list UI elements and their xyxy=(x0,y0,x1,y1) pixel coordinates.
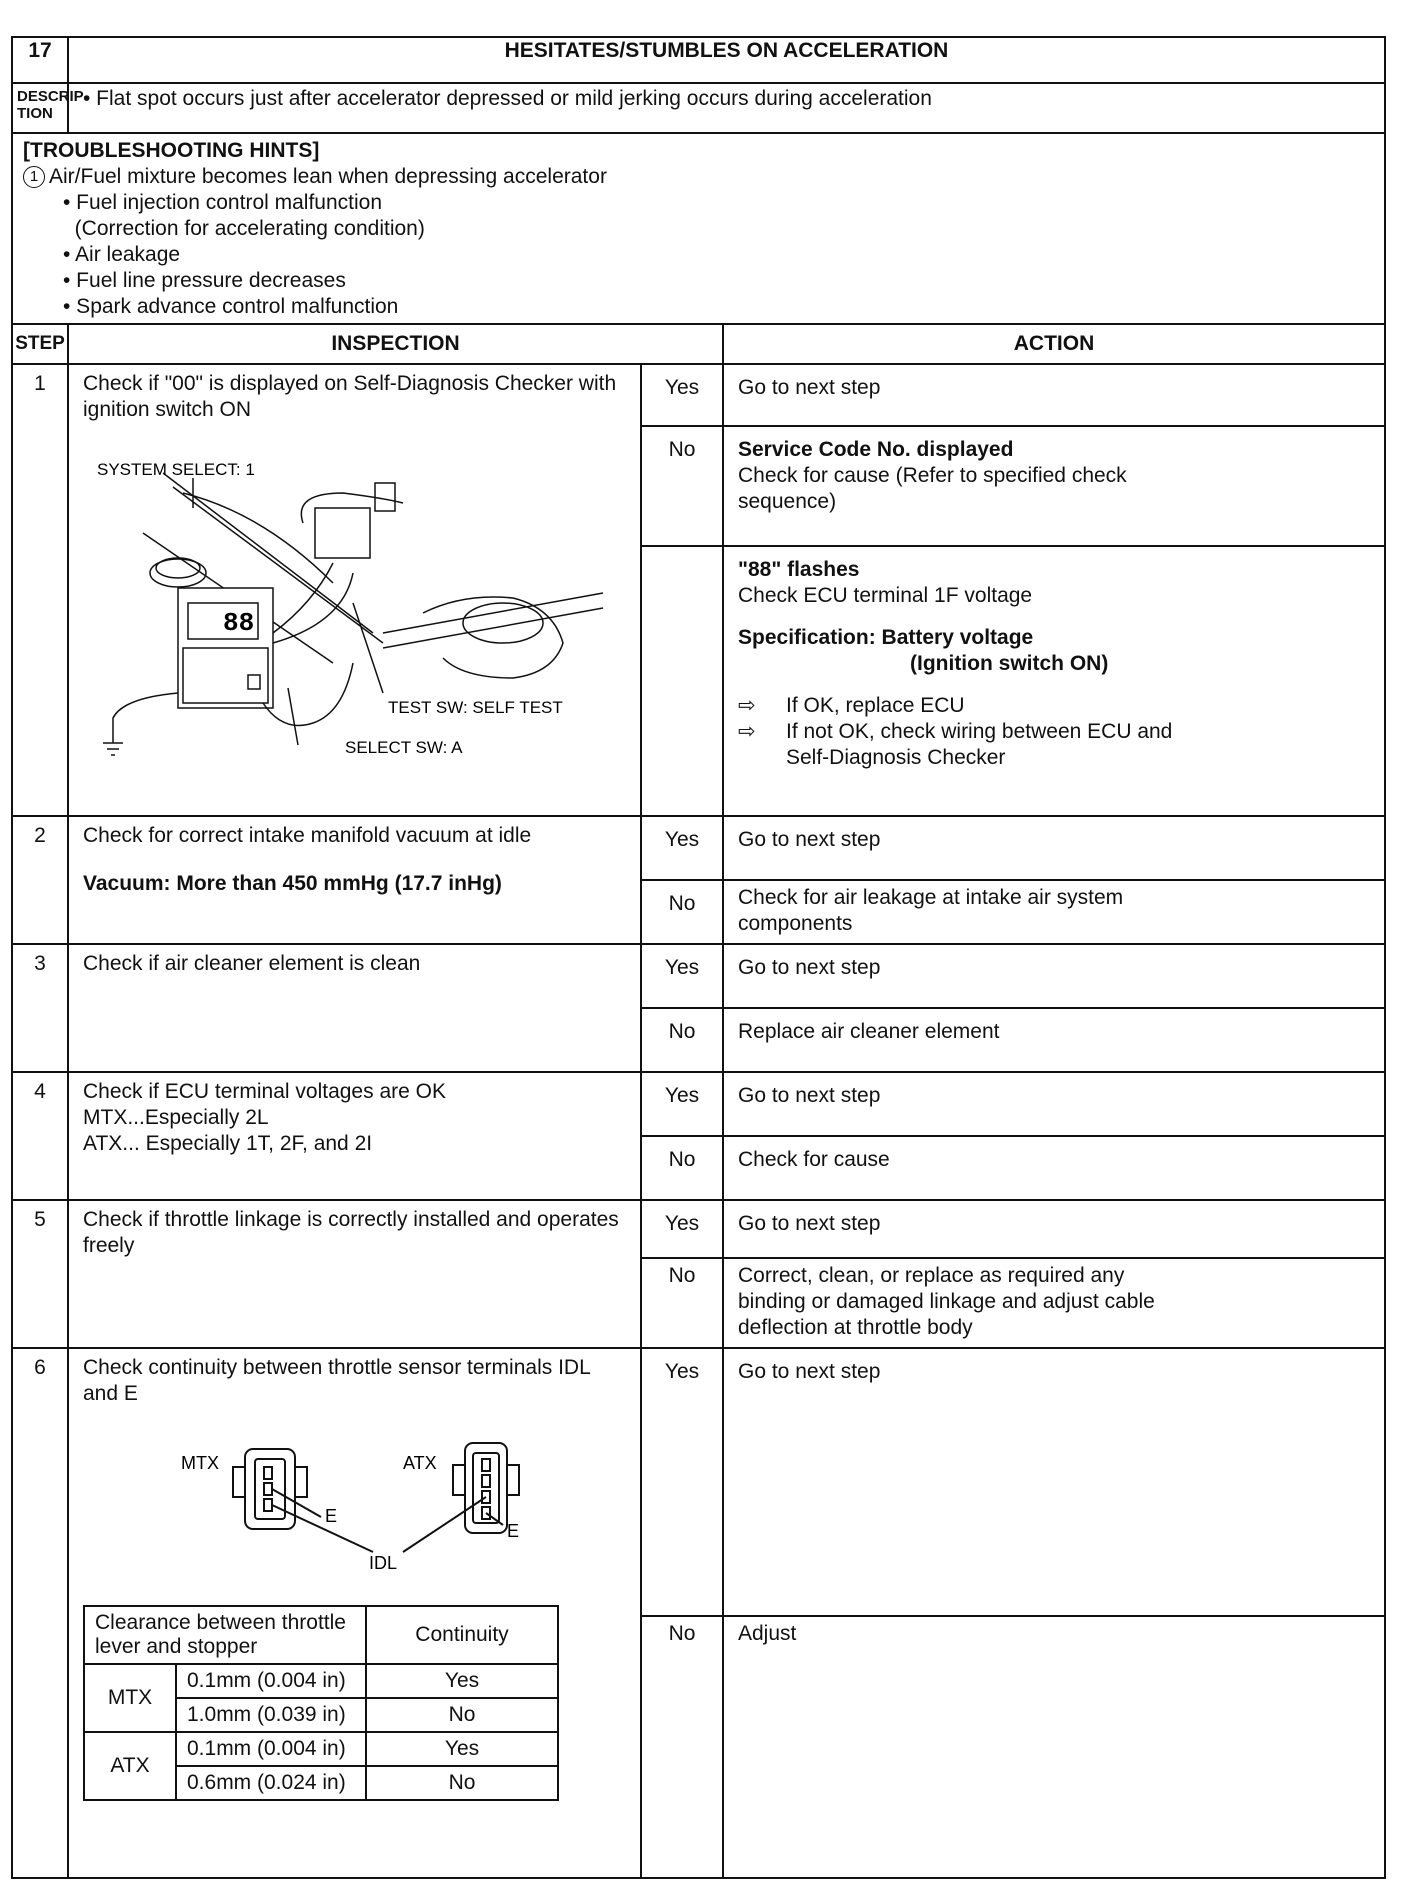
select-sw-label: SELECT SW: A xyxy=(345,738,463,757)
yes-label: Yes xyxy=(641,1072,723,1136)
notok-text: If not OK, check wiring between ECU and Self-Diagnosis Checker xyxy=(786,720,1173,769)
page-number: 17 xyxy=(12,37,68,83)
clearance-value: 0.6mm (0.024 in) xyxy=(176,1766,366,1800)
spec-line2: (Ignition switch ON) xyxy=(910,652,1109,675)
system-select-label: SYSTEM SELECT: 1 xyxy=(97,460,255,479)
yes-action: Go to next step xyxy=(723,816,1385,880)
flash-action xyxy=(723,546,1385,816)
yes-label: Yes xyxy=(641,816,723,880)
circled-number: 1 xyxy=(23,166,45,188)
flash-text: Check ECU terminal 1F voltage xyxy=(738,584,1033,607)
hints-title: [TROUBLESHOOTING HINTS] xyxy=(23,139,320,162)
hint-item: • Fuel injection control malfunction xyxy=(63,191,383,214)
atx-label: ATX xyxy=(403,1453,437,1473)
no-label: No xyxy=(641,1258,723,1348)
hint-item: • Fuel line pressure decreases xyxy=(63,269,346,292)
inspection-text: Check for correct intake manifold vacuum at idle xyxy=(83,824,532,847)
troubleshooting-table xyxy=(11,36,1386,1879)
step-number: 3 xyxy=(12,944,68,1072)
clearance-header: Clearance between throttle lever and stopper xyxy=(84,1606,366,1664)
no-action: Adjust xyxy=(723,1616,1385,1878)
throttle-sensor-diagram xyxy=(83,1407,628,1597)
inspection-text: Check if "00" is displayed on Self-Diagnosis Checker with ignition switch ON xyxy=(83,372,617,421)
e-label-mtx: E xyxy=(325,1506,338,1526)
no-action-title: Service Code No. displayed xyxy=(738,438,1014,461)
flash-title: "88" flashes xyxy=(738,558,860,581)
no-label: No xyxy=(641,426,723,546)
ok-text: If OK, replace ECU xyxy=(786,694,965,717)
test-sw-label: TEST SW: SELF TEST xyxy=(388,698,563,717)
description-label-line2: TION xyxy=(17,105,53,122)
no-action xyxy=(723,880,1385,944)
spec-line1: Specification: Battery voltage xyxy=(738,626,1034,649)
inspection-text: Check if ECU terminal voltages are OK xyxy=(83,1080,446,1103)
no-label: No xyxy=(641,1136,723,1200)
step-inspection xyxy=(68,364,641,816)
clearance-value: 0.1mm (0.004 in) xyxy=(176,1664,366,1698)
no-action: Check for cause xyxy=(723,1136,1385,1200)
atx-terminals: ATX... Especially 1T, 2F, and 2I xyxy=(83,1132,373,1155)
yn-empty xyxy=(641,546,723,816)
clearance-value: 0.1mm (0.004 in) xyxy=(176,1732,366,1766)
clearance-value: 1.0mm (0.039 in) xyxy=(176,1698,366,1732)
step-inspection: Check if throttle linkage is correctly installed and operates freely xyxy=(68,1200,641,1348)
step-number: 4 xyxy=(12,1072,68,1200)
idl-label: IDL xyxy=(369,1553,398,1573)
hints-main-text: Air/Fuel mixture becomes lean when depressing accelerator xyxy=(49,165,607,188)
step-inspection: Check if air cleaner element is clean xyxy=(68,944,641,1072)
continuity-value: Yes xyxy=(366,1664,558,1698)
page-title: HESITATES/STUMBLES ON ACCELERATION xyxy=(68,37,1385,83)
hint-item: (Correction for accelerating condition) xyxy=(63,217,425,240)
continuity-value: Yes xyxy=(366,1732,558,1766)
yes-action: Go to next step xyxy=(723,364,1385,426)
vacuum-spec: Vacuum: More than 450 mmHg (17.7 inHg) xyxy=(83,872,502,895)
column-inspection: INSPECTION xyxy=(68,324,723,364)
continuity-value: No xyxy=(366,1698,558,1732)
arrow-icon: ⇨ xyxy=(738,720,756,743)
yes-label: Yes xyxy=(641,364,723,426)
column-action: ACTION xyxy=(723,324,1385,364)
no-label: No xyxy=(641,880,723,944)
description-text: • Flat spot occurs just after accelerator depressed or mild jerking occurs during acceleration xyxy=(68,83,1385,133)
arrow-icon: ⇨ xyxy=(738,694,756,717)
hint-item: • Air leakage xyxy=(63,243,181,266)
checker-display: 88 xyxy=(223,608,255,638)
inspection-text: Check continuity between throttle sensor terminals IDL and E xyxy=(83,1356,590,1405)
no-label: No xyxy=(641,1008,723,1072)
step-inspection xyxy=(68,1072,641,1200)
no-label: No xyxy=(641,1616,723,1878)
yes-action: Go to next step xyxy=(723,1200,1385,1258)
column-step: STEP xyxy=(12,324,68,364)
troubleshooting-hints xyxy=(12,133,1385,324)
e-label-atx: E xyxy=(507,1521,520,1541)
step-number: 2 xyxy=(12,816,68,944)
no-action xyxy=(723,1258,1385,1348)
hints-main xyxy=(23,164,1374,190)
continuity-header: Continuity xyxy=(366,1606,558,1664)
clearance-table xyxy=(83,1605,559,1801)
step-inspection xyxy=(68,816,641,944)
no-action: Replace air cleaner element xyxy=(723,1008,1385,1072)
mtx-terminals: MTX...Especially 2L xyxy=(83,1106,269,1129)
mtx-label: MTX xyxy=(181,1453,219,1473)
yes-label: Yes xyxy=(641,1200,723,1258)
ok-line xyxy=(738,693,1370,719)
description-label-line1: DESCRIP- xyxy=(17,88,89,105)
step-number: 6 xyxy=(12,1348,68,1878)
checker-diagram xyxy=(83,423,628,763)
yes-action: Go to next step xyxy=(723,1072,1385,1136)
hint-item: • Spark advance control malfunction xyxy=(63,295,399,318)
no-action-text: Check for air leakage at intake air system components xyxy=(738,886,1124,935)
step-inspection xyxy=(68,1348,641,1878)
continuity-value: No xyxy=(366,1766,558,1800)
yes-label: Yes xyxy=(641,1348,723,1616)
step-number: 5 xyxy=(12,1200,68,1348)
group-name: MTX xyxy=(84,1664,176,1732)
troubleshooting-page xyxy=(11,36,1384,1893)
yes-label: Yes xyxy=(641,944,723,1008)
yes-action: Go to next step xyxy=(723,944,1385,1008)
no-action-text: Check for cause (Refer to specified check sequence) xyxy=(738,464,1127,513)
notok-line xyxy=(738,719,1370,771)
no-action-text: Correct, clean, or replace as required any binding or damaged linkage and adjust cable deflection at throttle body xyxy=(738,1264,1155,1339)
group-name: ATX xyxy=(84,1732,176,1800)
yes-action: Go to next step xyxy=(723,1348,1385,1616)
step-number: 1 xyxy=(12,364,68,816)
no-action xyxy=(723,426,1385,546)
description-label xyxy=(12,83,89,133)
